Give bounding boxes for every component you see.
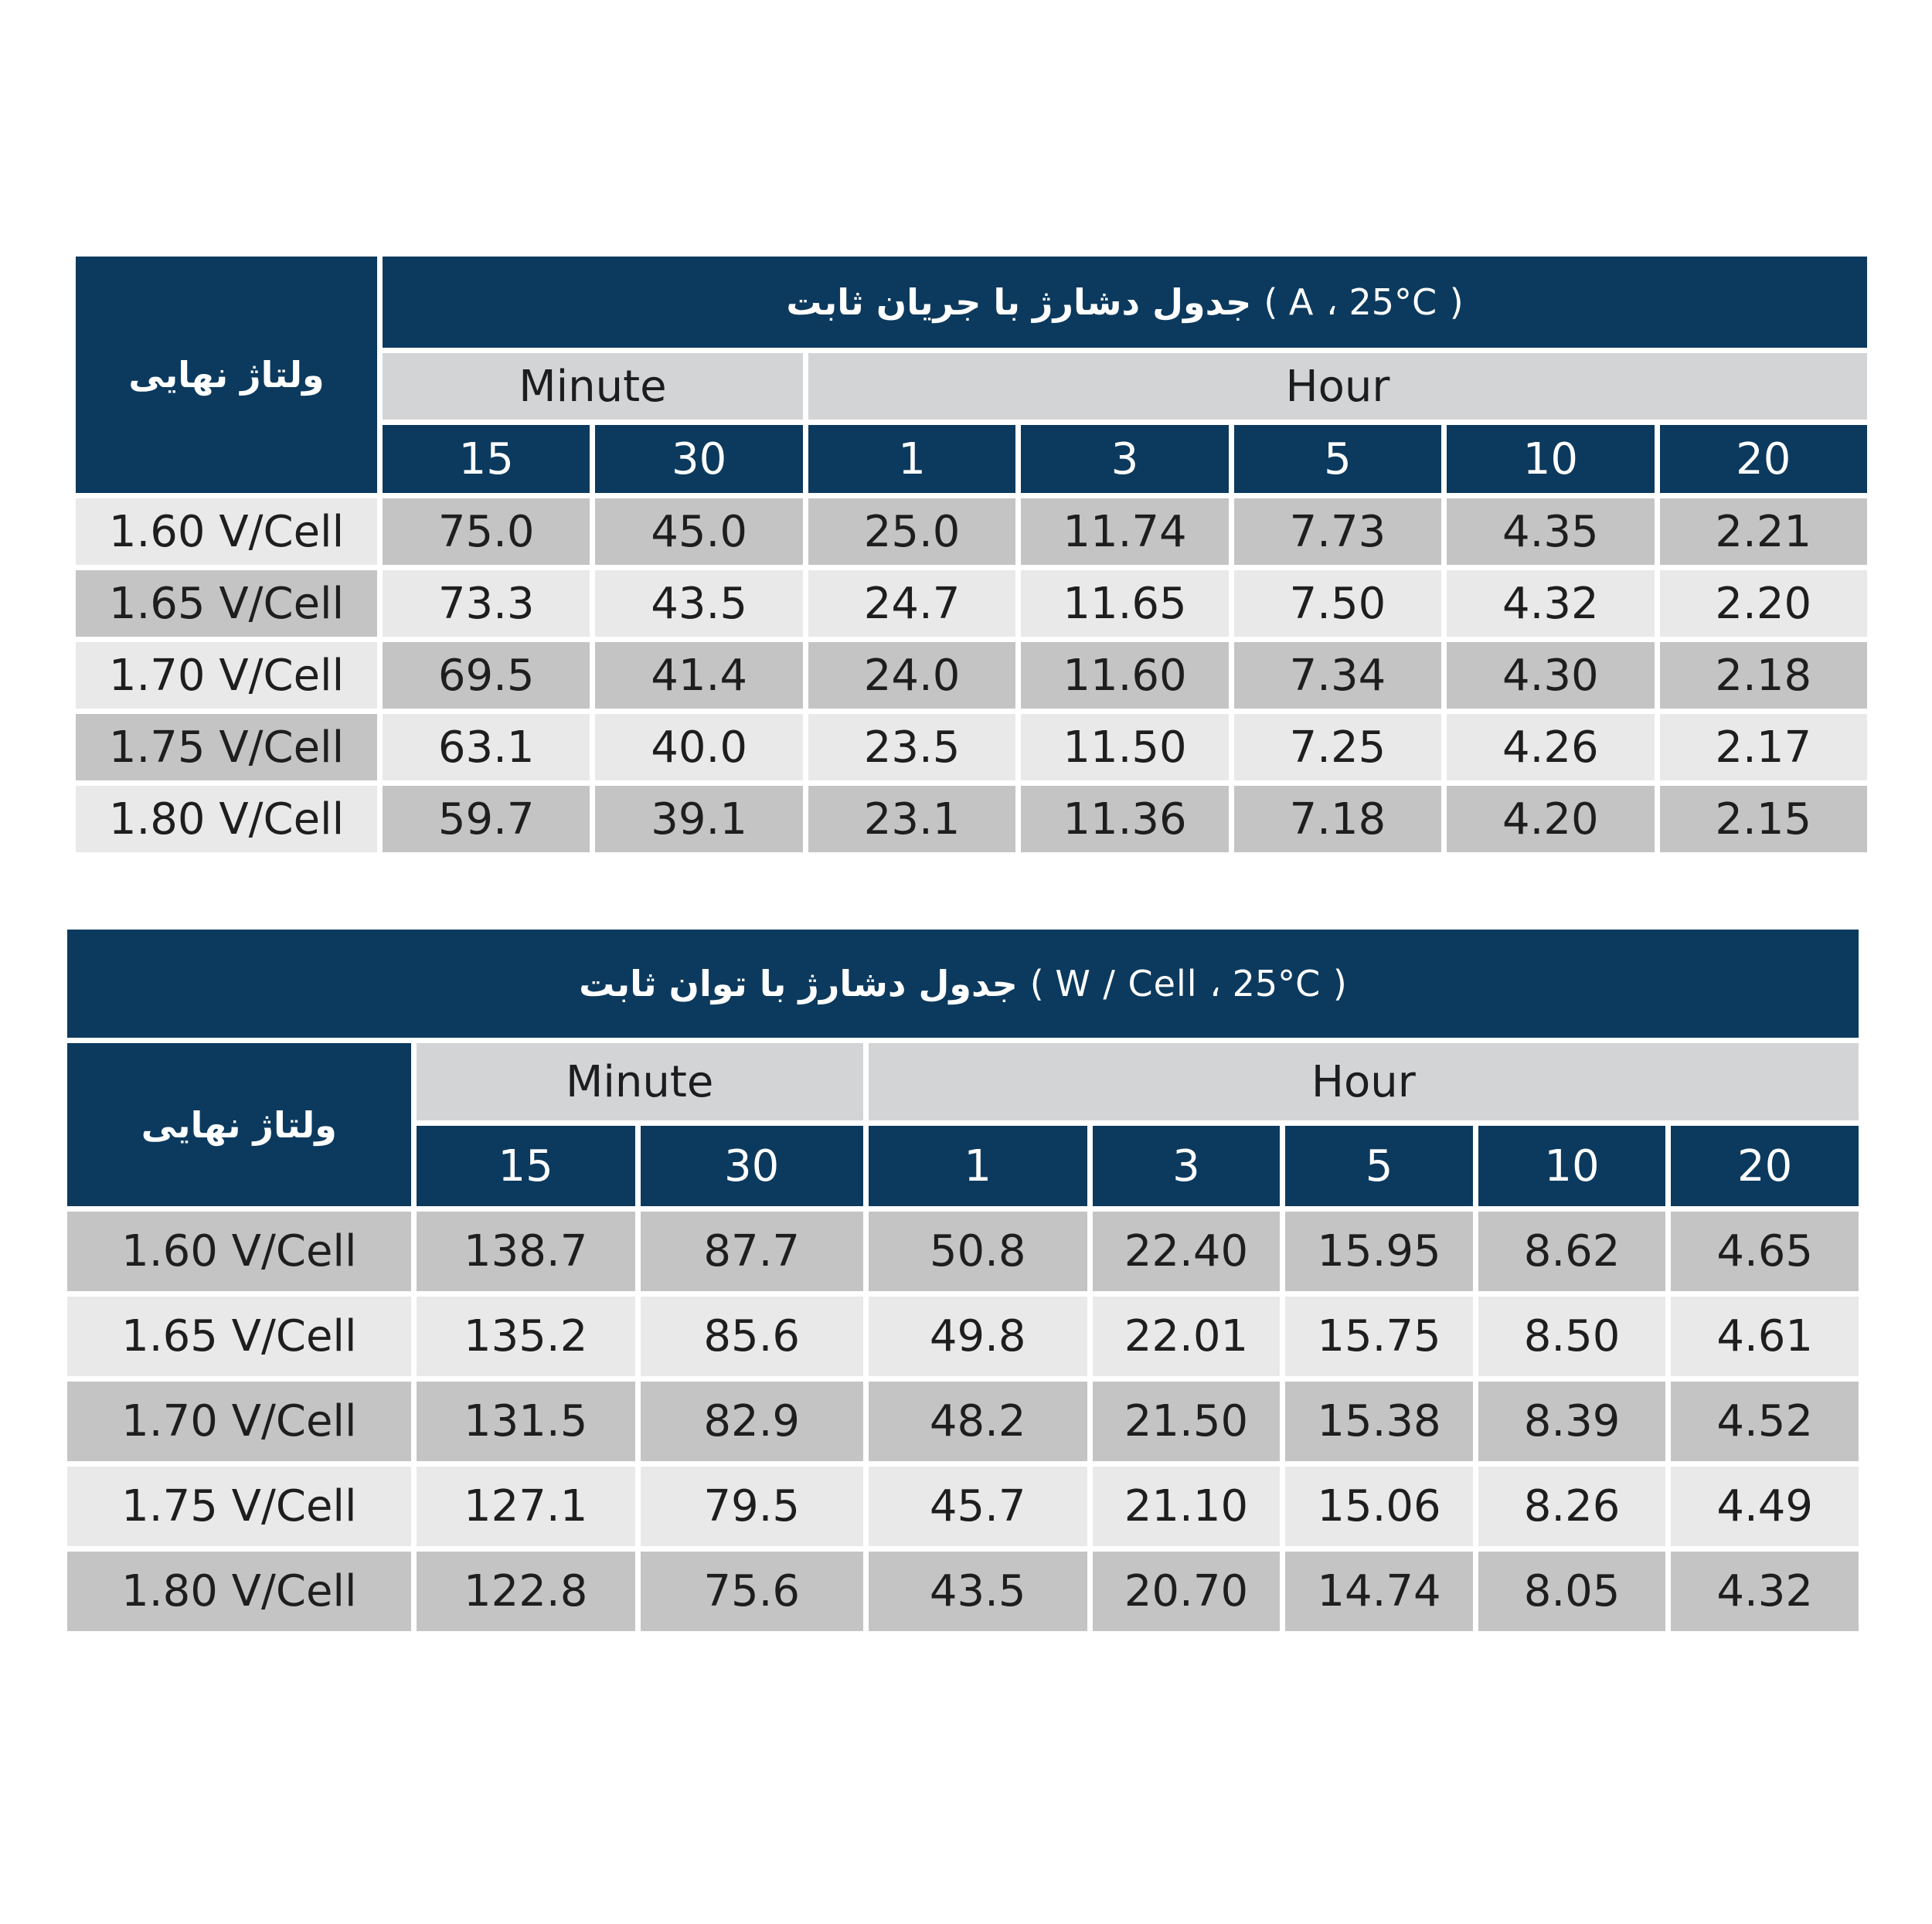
- minute-group-header: Minute: [417, 1043, 863, 1120]
- table-cell: 39.1: [595, 786, 802, 852]
- column-header: 20: [1671, 1126, 1859, 1206]
- row-label: 1.65 V/Cell: [76, 570, 377, 637]
- column-header: 3: [1021, 425, 1228, 493]
- table-cell: 15.75: [1285, 1297, 1473, 1376]
- table-cell: 7.73: [1234, 498, 1441, 565]
- hour-group-header: Hour: [808, 353, 1867, 420]
- table-cell: 43.5: [869, 1552, 1087, 1631]
- table-cell: 85.6: [641, 1297, 863, 1376]
- table-cell: 11.65: [1021, 570, 1228, 637]
- table-cell: 11.50: [1021, 714, 1228, 780]
- table-cell: 4.35: [1447, 498, 1654, 565]
- table-cell: 4.52: [1671, 1382, 1859, 1461]
- row-label: 1.80 V/Cell: [76, 786, 377, 852]
- table-cell: 138.7: [417, 1212, 635, 1291]
- column-header: 10: [1478, 1126, 1666, 1206]
- column-header: 15: [417, 1126, 635, 1206]
- table-title-unit: ( W / Cell ، 25°C ): [1029, 963, 1347, 1004]
- table-cell: 24.0: [808, 642, 1015, 709]
- table-cell: 11.60: [1021, 642, 1228, 709]
- column-header: 15: [383, 425, 590, 493]
- table-cell: 2.20: [1660, 570, 1867, 637]
- column-header: 30: [641, 1126, 863, 1206]
- table-cell: 4.26: [1447, 714, 1654, 780]
- row-label: 1.60 V/Cell: [76, 498, 377, 565]
- table-cell: 82.9: [641, 1382, 863, 1461]
- table-row: [67, 1382, 1859, 1461]
- table-cell: 4.30: [1447, 642, 1654, 709]
- row-label: 1.70 V/Cell: [67, 1382, 411, 1461]
- hour-group-header: Hour: [869, 1043, 1859, 1120]
- table-cell: 75.0: [383, 498, 590, 565]
- table-cell: 2.18: [1660, 642, 1867, 709]
- table-cell: 79.5: [641, 1467, 863, 1546]
- table-cell: 4.20: [1447, 786, 1654, 852]
- table-cell: 135.2: [417, 1297, 635, 1376]
- row-label: 1.75 V/Cell: [67, 1467, 411, 1546]
- table-cell: 21.50: [1093, 1382, 1281, 1461]
- table-cell: 7.34: [1234, 642, 1441, 709]
- table-row: [76, 570, 1867, 637]
- column-header: 3: [1093, 1126, 1281, 1206]
- row-label: 1.75 V/Cell: [76, 714, 377, 780]
- table-cell: 23.5: [808, 714, 1015, 780]
- column-header: 5: [1234, 425, 1441, 493]
- table-cell: 50.8: [869, 1212, 1087, 1291]
- table-cell: 4.61: [1671, 1297, 1859, 1376]
- table-cell: 22.01: [1093, 1297, 1281, 1376]
- table-cell: 4.49: [1671, 1467, 1859, 1546]
- table-cell: 8.05: [1478, 1552, 1666, 1631]
- table-cell: 14.74: [1285, 1552, 1473, 1631]
- table-cell: 2.17: [1660, 714, 1867, 780]
- table-cell: 23.1: [808, 786, 1015, 852]
- minute-group-header: Minute: [383, 353, 803, 420]
- table-title-text: جدول دشارژ با جریان ثابت: [786, 281, 1252, 323]
- table-cell: 41.4: [595, 642, 802, 709]
- table-title-unit: ( A ، 25°C ): [1264, 281, 1464, 323]
- table-cell: 69.5: [383, 642, 590, 709]
- row-label: 1.80 V/Cell: [67, 1552, 411, 1631]
- column-header: 20: [1660, 425, 1867, 493]
- table-cell: 8.50: [1478, 1297, 1666, 1376]
- table-row: [67, 1297, 1859, 1376]
- table-row: [67, 1212, 1859, 1291]
- table-cell: 131.5: [417, 1382, 635, 1461]
- constant-power-table: [62, 924, 1864, 1637]
- column-header: 10: [1447, 425, 1654, 493]
- table-title: [383, 257, 1867, 348]
- table-cell: 21.10: [1093, 1467, 1281, 1546]
- table-title: [67, 930, 1859, 1038]
- table-cell: 59.7: [383, 786, 590, 852]
- table-cell: 2.21: [1660, 498, 1867, 565]
- table-cell: 4.65: [1671, 1212, 1859, 1291]
- final-voltage-header: ولتاژ نهایی: [67, 1043, 411, 1206]
- table-cell: 15.38: [1285, 1382, 1473, 1461]
- table-cell: 7.25: [1234, 714, 1441, 780]
- constant-current-table: [70, 251, 1872, 858]
- table-cell: 15.06: [1285, 1467, 1473, 1546]
- table-cell: 8.39: [1478, 1382, 1666, 1461]
- table-cell: 2.15: [1660, 786, 1867, 852]
- table-cell: 45.0: [595, 498, 802, 565]
- table-row: [67, 1552, 1859, 1631]
- final-voltage-header: ولتاژ نهایی: [76, 257, 377, 493]
- column-header: 1: [869, 1126, 1087, 1206]
- table-cell: 25.0: [808, 498, 1015, 565]
- table-cell: 75.6: [641, 1552, 863, 1631]
- table-cell: 24.7: [808, 570, 1015, 637]
- column-header: 5: [1285, 1126, 1473, 1206]
- table-cell: 127.1: [417, 1467, 635, 1546]
- table-cell: 73.3: [383, 570, 590, 637]
- table-cell: 43.5: [595, 570, 802, 637]
- table-cell: 45.7: [869, 1467, 1087, 1546]
- table-row: [76, 786, 1867, 852]
- table-cell: 63.1: [383, 714, 590, 780]
- table-cell: 8.62: [1478, 1212, 1666, 1291]
- table-title-text: جدول دشارژ با توان ثابت: [579, 963, 1018, 1004]
- table-cell: 122.8: [417, 1552, 635, 1631]
- row-label: 1.65 V/Cell: [67, 1297, 411, 1376]
- table-cell: 20.70: [1093, 1552, 1281, 1631]
- table-cell: 48.2: [869, 1382, 1087, 1461]
- table-cell: 22.40: [1093, 1212, 1281, 1291]
- table-cell: 49.8: [869, 1297, 1087, 1376]
- table-cell: 7.18: [1234, 786, 1441, 852]
- table-cell: 11.74: [1021, 498, 1228, 565]
- table-row: [67, 1467, 1859, 1546]
- table-cell: 11.36: [1021, 786, 1228, 852]
- table-cell: 8.26: [1478, 1467, 1666, 1546]
- table-cell: 4.32: [1671, 1552, 1859, 1631]
- row-label: 1.70 V/Cell: [76, 642, 377, 709]
- table-row: [76, 714, 1867, 780]
- table-cell: 4.32: [1447, 570, 1654, 637]
- table-cell: 15.95: [1285, 1212, 1473, 1291]
- row-label: 1.60 V/Cell: [67, 1212, 411, 1291]
- table-row: [76, 498, 1867, 565]
- table-cell: 40.0: [595, 714, 802, 780]
- column-header: 1: [808, 425, 1015, 493]
- table-row: [76, 642, 1867, 709]
- column-header: 30: [595, 425, 802, 493]
- table-cell: 7.50: [1234, 570, 1441, 637]
- table-cell: 87.7: [641, 1212, 863, 1291]
